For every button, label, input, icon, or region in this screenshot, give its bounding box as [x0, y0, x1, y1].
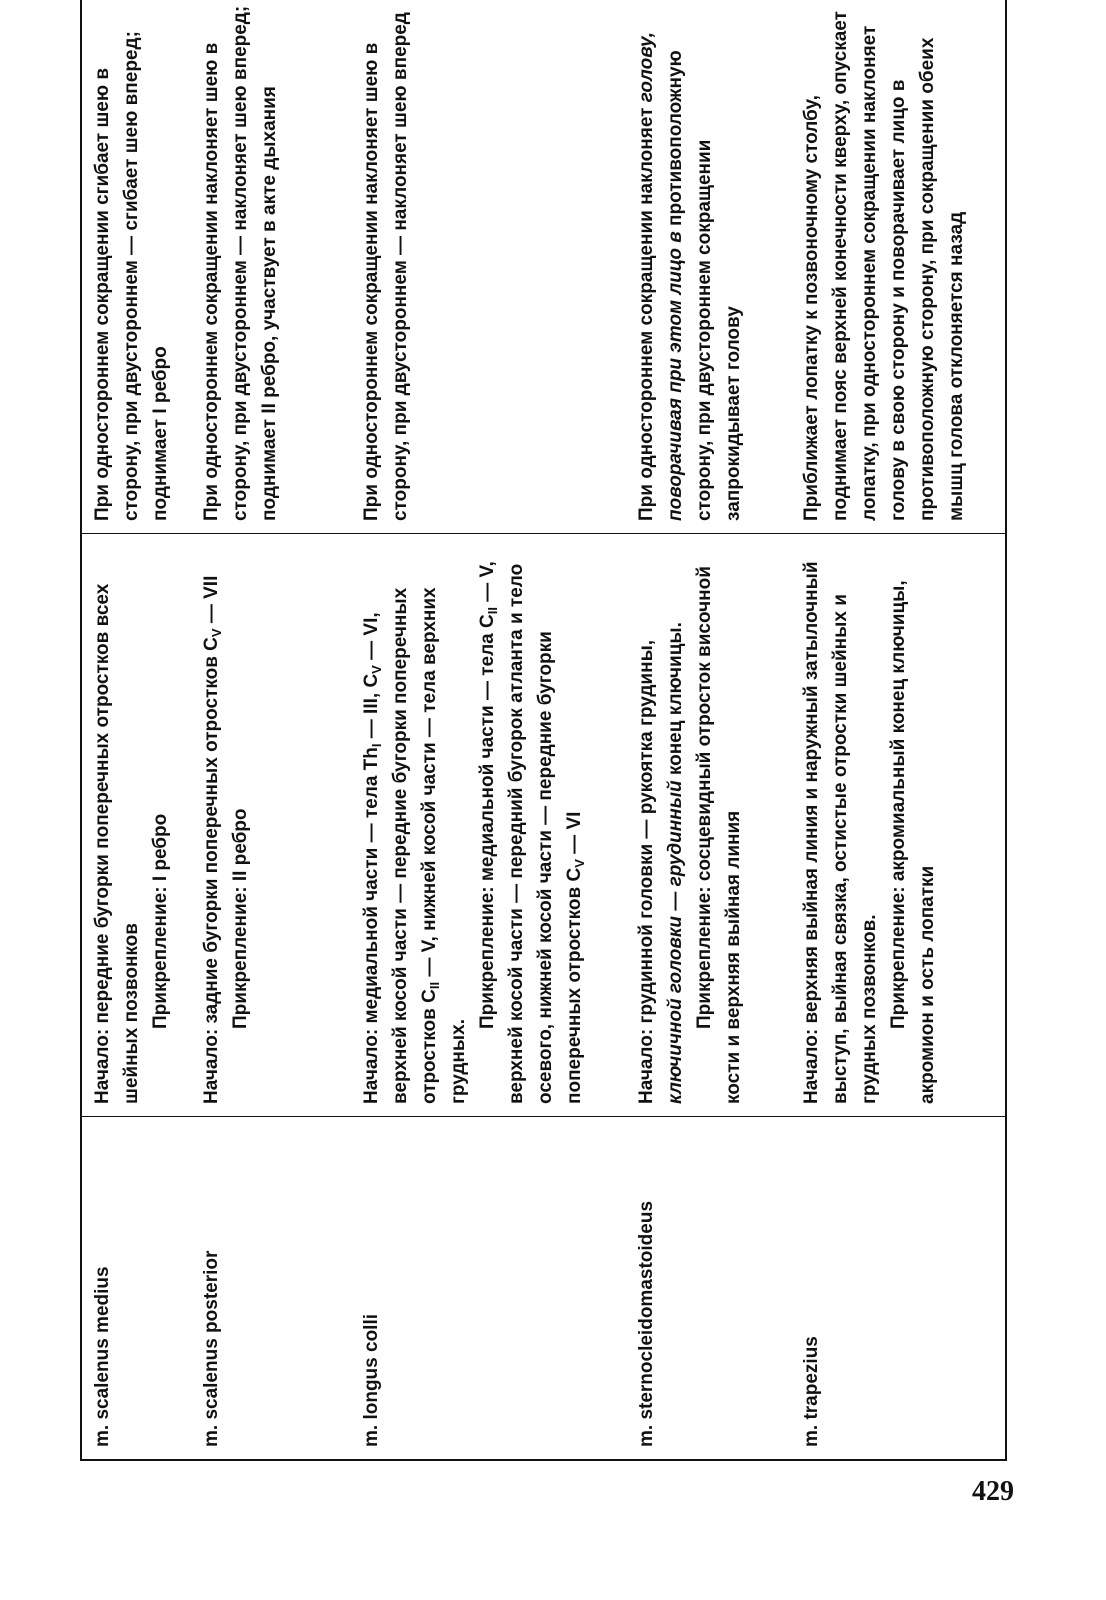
function-text: Приближает лопатку к позвоночному столбу, поднимает пояс верхней конечности кверху, опускает лопатку, при одностороннем сокращении наклоняет голову в свою сторону и поворачивает лицо в противоположную сторону, при сокращении обеих мышц голова отклоняется назад — [801, 11, 967, 521]
page-number: 429 — [972, 1476, 1014, 1507]
muscle-name: m. scalenus medius — [92, 1266, 113, 1447]
muscle-name-cell — [191, 1117, 351, 1461]
insertion-text: Прикрепление: сосцевидный отросток височной кости и верхняя выйная линия — [694, 566, 744, 1104]
muscle-name-cell — [626, 1117, 791, 1461]
attachment-cell — [626, 534, 791, 1117]
function-cell — [81, 0, 191, 534]
origin-text: Начало: грудинной головки — рукоятка грудины, ключичной головки — грудинный конец ключицы. — [636, 622, 686, 1104]
origin-text: Начало: задние бугорки поперечных отростков $C_V$ — VII — [201, 575, 224, 1104]
function-cell — [351, 0, 626, 534]
muscle-name: m. longus colli — [361, 1313, 382, 1447]
table-row — [191, 0, 351, 1460]
insertion-text: Прикрепление: медиальной части — тела $C_{II}$ — V, верхней косой части — передний бугорок атланта и тело осевого, нижней косой части — передние бугорки поперечных отростков $C_V$ — VI — [477, 561, 587, 1104]
muscle-table-rotated — [80, 5, 1005, 1461]
insertion-text: Прикрепление: акромиальный конец ключицы, акромион и ость лопатки — [888, 580, 938, 1104]
origin-text: Начало: медиальной части — тела $Th_I$ — III, $C_V$ — VI, верхней косой части — передние бугорки поперечных отростков $C_{II}$ — V, нижней косой части — тела верхних грудных. — [361, 587, 469, 1104]
table-row — [791, 0, 1006, 1460]
function-text: При одностороннем сокращении наклоняет шею в сторону, при двустороннем — наклоняет шею вперед; поднимает II ребро, участвует в акте дыхания — [201, 5, 280, 521]
attachment-cell — [191, 534, 351, 1117]
muscle-name-cell — [351, 1117, 626, 1461]
function-cell — [791, 0, 1006, 534]
attachment-cell — [81, 534, 191, 1117]
insertion-text: Прикрепление: I ребро — [150, 813, 171, 1029]
table-row — [626, 0, 791, 1460]
function-text: При одностороннем сокращении наклоняет голову, поворачивая при этом лицо в противоположную сторону, при двустороннем сокращении запрокидывает голову — [636, 31, 744, 521]
muscle-name-cell — [791, 1117, 1006, 1461]
origin-text: Начало: верхняя выйная линия и наружный затылочный выступ, выйная связка, остистые отростки шейных и грудных позвонков. — [801, 561, 880, 1104]
function-text: При одностороннем сокращении наклоняет шею в сторону, при двустороннем — наклоняет шею вперед — [361, 12, 411, 521]
insertion-text: Прикрепление: II ребро — [230, 808, 251, 1029]
table-row — [81, 0, 191, 1460]
function-cell — [191, 0, 351, 534]
attachment-cell — [351, 534, 626, 1117]
muscle-name: m. trapezius — [801, 1336, 822, 1447]
attachment-cell — [791, 534, 1006, 1117]
muscle-name: m. sternocleidomastoideus — [636, 1200, 657, 1447]
table-row — [351, 0, 626, 1460]
muscle-name-cell — [81, 1117, 191, 1461]
function-cell — [626, 0, 791, 534]
muscle-table — [80, 0, 1007, 1461]
muscle-name: m. scalenus posterior — [201, 1250, 222, 1447]
origin-text: Начало: передние бугорки поперечных отростков всех шейных позвонков — [92, 583, 142, 1104]
function-text: При одностороннем сокращении сгибает шею в сторону, при двустороннем — сгибает шею вперед; поднимает I ребро — [92, 31, 171, 521]
